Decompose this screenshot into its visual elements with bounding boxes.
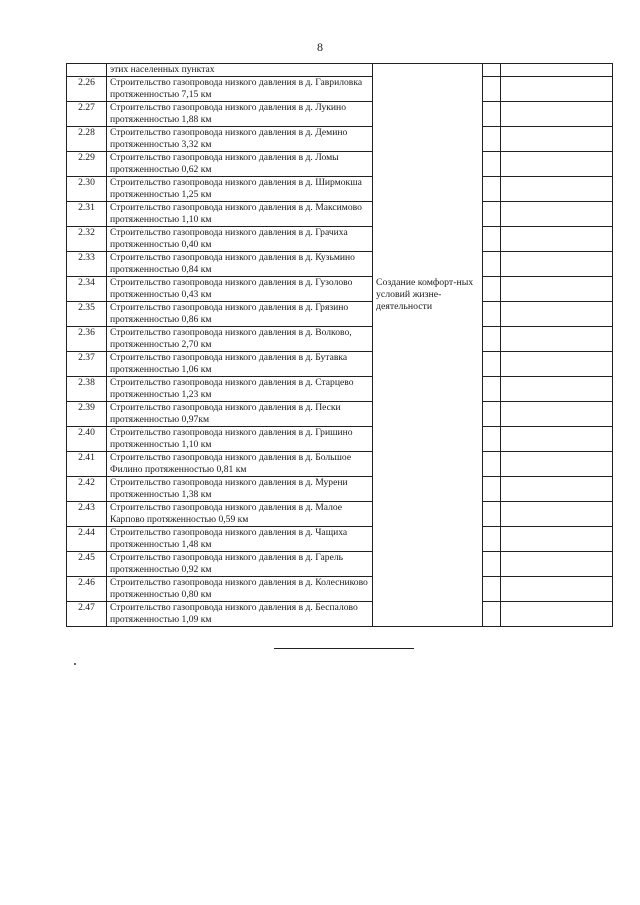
table-row	[67, 277, 613, 302]
empty-cell	[501, 127, 613, 152]
row-description-cell: Строительство газопровода низкого давления в д. Малое Карпово протяженностью 0,59 км	[107, 502, 373, 527]
row-description-cell: Строительство газопровода низкого давления в д. Колесниково протяженностью 0,80 км	[107, 577, 373, 602]
empty-cell	[483, 102, 501, 127]
row-number-cell: 2.40	[67, 427, 107, 452]
table-row	[67, 402, 613, 427]
table-row	[67, 502, 613, 527]
table-row	[67, 602, 613, 627]
row-number-cell: 2.37	[67, 352, 107, 377]
table-row	[67, 252, 613, 277]
row-description-cell: Строительство газопровода низкого давления в д. Бутавка протяженностью 1,06 км	[107, 352, 373, 377]
row-number-cell: 2.29	[67, 152, 107, 177]
empty-cell	[501, 452, 613, 477]
empty-cell	[483, 327, 501, 352]
empty-cell	[501, 252, 613, 277]
row-description-cell: Строительство газопровода низкого давления в д. Мурени протяженностью 1,38 км	[107, 477, 373, 502]
empty-cell	[501, 427, 613, 452]
empty-cell	[483, 177, 501, 202]
empty-cell	[501, 352, 613, 377]
row-description-cell: Строительство газопровода низкого давления в д. Гришино протяженностью 1,10 км	[107, 427, 373, 452]
row-number-cell: 2.32	[67, 227, 107, 252]
row-description-cell: Строительство газопровода низкого давления в д. Старцево протяженностью 1,23 км	[107, 377, 373, 402]
page-number: 8	[317, 40, 323, 54]
row-number-cell: 2.35	[67, 302, 107, 327]
empty-cell	[483, 552, 501, 577]
program-table	[66, 63, 613, 627]
empty-cell	[501, 527, 613, 552]
empty-cell	[501, 227, 613, 252]
empty-cell	[483, 402, 501, 427]
empty-cell	[501, 377, 613, 402]
empty-cell	[501, 327, 613, 352]
row-description-cell: Строительство газопровода низкого давления в д. Пески протяженностью 0,97км	[107, 402, 373, 427]
table-body	[67, 64, 613, 627]
row-number-cell	[67, 64, 107, 77]
empty-cell	[483, 252, 501, 277]
row-description-cell: Строительство газопровода низкого давления в д. Грачиха протяженностью 0,40 км	[107, 227, 373, 252]
empty-cell	[483, 277, 501, 302]
empty-cell	[501, 202, 613, 227]
empty-cell	[501, 102, 613, 127]
table-row	[67, 377, 613, 402]
row-description-cell: Строительство газопровода низкого давления в д. Гарель протяженностью 0,92 км	[107, 552, 373, 577]
empty-cell	[501, 277, 613, 302]
empty-cell	[483, 602, 501, 627]
empty-cell	[501, 64, 613, 77]
empty-cell	[483, 77, 501, 102]
row-number-cell: 2.26	[67, 77, 107, 102]
table-row	[67, 152, 613, 177]
table-row	[67, 527, 613, 552]
row-description-cell: Строительство газопровода низкого давления в д. Кузьмино протяженностью 0,84 км	[107, 252, 373, 277]
row-description-cell: Строительство газопровода низкого давления в д. Грязино протяженностью 0,86 км	[107, 302, 373, 327]
empty-cell	[501, 602, 613, 627]
row-number-cell: 2.30	[67, 177, 107, 202]
row-number-cell: 2.31	[67, 202, 107, 227]
empty-cell	[483, 127, 501, 152]
table-row	[67, 552, 613, 577]
scan-speck	[74, 663, 76, 665]
empty-cell	[501, 77, 613, 102]
empty-cell	[483, 577, 501, 602]
row-description-cell: Строительство газопровода низкого давления в д. Ломы протяженностью 0,62 км	[107, 152, 373, 177]
empty-cell	[483, 202, 501, 227]
empty-cell	[501, 302, 613, 327]
empty-cell	[483, 302, 501, 327]
table-row	[67, 102, 613, 127]
empty-cell	[483, 477, 501, 502]
end-rule	[274, 648, 414, 649]
table-row	[67, 327, 613, 352]
row-description-cell: Строительство газопровода низкого давления в д. Ширмокша протяженностью 1,25 км	[107, 177, 373, 202]
row-number-cell: 2.47	[67, 602, 107, 627]
row-description-cell: Строительство газопровода низкого давления в д. Беспалово протяженностью 1,09 км	[107, 602, 373, 627]
table-row	[67, 77, 613, 102]
row-number-cell: 2.27	[67, 102, 107, 127]
row-number-cell: 2.33	[67, 252, 107, 277]
row-number-cell: 2.42	[67, 477, 107, 502]
empty-cell	[483, 227, 501, 252]
row-description-cell: этих населенных пунктах	[107, 64, 373, 77]
empty-cell	[483, 64, 501, 77]
empty-cell	[483, 427, 501, 452]
empty-cell	[501, 552, 613, 577]
empty-cell	[483, 502, 501, 527]
empty-cell	[501, 402, 613, 427]
purpose-text: Создание комфорт-ных условий жизне-деятельности	[376, 277, 474, 313]
table-row	[67, 427, 613, 452]
row-number-cell: 2.45	[67, 552, 107, 577]
row-description-cell: Строительство газопровода низкого давления в д. Гузолово протяженностью 0,43 км	[107, 277, 373, 302]
empty-cell	[483, 452, 501, 477]
row-number-cell: 2.28	[67, 127, 107, 152]
empty-cell	[501, 152, 613, 177]
empty-cell	[501, 577, 613, 602]
table-row	[67, 177, 613, 202]
purpose-cell	[373, 64, 483, 627]
table-row	[67, 64, 613, 77]
row-description-cell: Строительство газопровода низкого давления в д. Лукино протяженностью 1,88 км	[107, 102, 373, 127]
row-description-cell: Строительство газопровода низкого давления в д. Волково, протяженностью 2,70 км	[107, 327, 373, 352]
table-row	[67, 477, 613, 502]
row-number-cell: 2.41	[67, 452, 107, 477]
table-row	[67, 452, 613, 477]
empty-cell	[501, 477, 613, 502]
table-row	[67, 302, 613, 327]
row-description-cell: Строительство газопровода низкого давления в д. Гавриловка протяженностью 7,15 км	[107, 77, 373, 102]
empty-cell	[501, 502, 613, 527]
row-number-cell: 2.38	[67, 377, 107, 402]
empty-cell	[483, 152, 501, 177]
empty-cell	[483, 527, 501, 552]
row-number-cell: 2.34	[67, 277, 107, 302]
empty-cell	[483, 377, 501, 402]
empty-cell	[483, 352, 501, 377]
row-description-cell: Строительство газопровода низкого давления в д. Большое Филино протяженностью 0,81 км	[107, 452, 373, 477]
row-number-cell: 2.44	[67, 527, 107, 552]
row-description-cell: Строительство газопровода низкого давления в д. Демино протяженностью 3,32 км	[107, 127, 373, 152]
table-row	[67, 127, 613, 152]
row-description-cell: Строительство газопровода низкого давления в д. Максимово протяженностью 1,10 км	[107, 202, 373, 227]
empty-cell	[501, 177, 613, 202]
table-row	[67, 577, 613, 602]
table-row	[67, 227, 613, 252]
row-number-cell: 2.43	[67, 502, 107, 527]
row-description-cell: Строительство газопровода низкого давления в д. Чащиха протяженностью 1,48 км	[107, 527, 373, 552]
table-row	[67, 202, 613, 227]
row-number-cell: 2.36	[67, 327, 107, 352]
table-row	[67, 352, 613, 377]
row-number-cell: 2.39	[67, 402, 107, 427]
row-number-cell: 2.46	[67, 577, 107, 602]
